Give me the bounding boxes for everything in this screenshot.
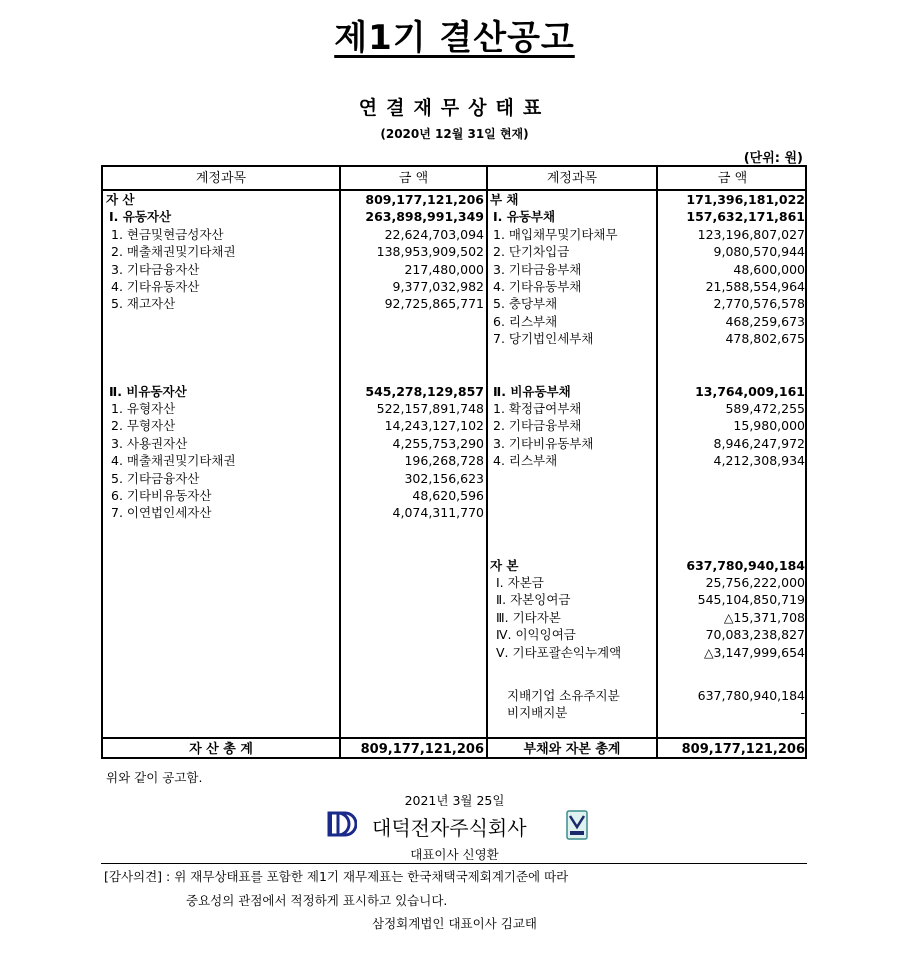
line-item-label: 3. 기타금융부채	[493, 262, 582, 277]
line-item-amount: 478,802,675	[725, 331, 805, 346]
total-liabilities-equity-label: 부채와 자본 총계	[523, 742, 621, 757]
line-item-amount: 8,946,247,972	[713, 436, 805, 451]
header-left-account: 계정과목	[195, 171, 247, 186]
line-item-amount: 589,472,255	[725, 401, 805, 416]
line-item-label: 4. 기타유동자산	[111, 279, 200, 294]
nci-amount: -	[800, 705, 805, 720]
total-liabilities-equity-amount: 809,177,121,206	[681, 742, 805, 757]
line-item-label: 5. 기타금융자산	[111, 471, 200, 486]
line-item-amount: 15,980,000	[733, 418, 805, 433]
line-item-amount: 22,624,703,094	[384, 227, 484, 242]
current-assets-amount: 263,898,991,349	[365, 209, 484, 224]
owners-equity-label: 지배기업 소유주지분	[507, 688, 620, 703]
line-item-amount: 9,377,032,982	[392, 279, 484, 294]
company-logo-icon	[327, 810, 357, 838]
line-item-label: 2. 매출채권및기타채권	[111, 244, 236, 259]
line-item-label: 3. 사용권자산	[111, 436, 188, 451]
line-item-amount: 48,620,596	[412, 488, 484, 503]
header-left-amount: 금 액	[398, 171, 429, 186]
balance-sheet-table	[101, 165, 807, 759]
line-item-label: 5. 충당부채	[493, 296, 558, 311]
line-item-label: 4. 매출채권및기타채권	[111, 453, 236, 468]
current-assets-label: Ⅰ. 유동자산	[109, 209, 172, 224]
line-item-amount: 4,255,753,290	[392, 436, 484, 451]
total-assets-amount: 809,177,121,206	[360, 742, 484, 757]
line-item-label: Ⅲ. 기타자본	[496, 610, 561, 625]
line-item-label: 7. 이연법인세자산	[111, 505, 212, 520]
line-item-amount: 123,196,807,027	[697, 227, 805, 242]
line-item-amount: 2,770,576,578	[713, 296, 805, 311]
line-item-amount: 302,156,623	[404, 471, 484, 486]
line-item-label: Ⅳ. 이익잉여금	[496, 627, 576, 642]
company-name: 대덕전자주식회사	[372, 816, 527, 840]
line-item-label: 6. 리스부채	[493, 314, 558, 329]
as-of-date: (2020년 12월 31일 현재)	[380, 127, 529, 141]
current-liabilities-amount: 157,632,171,861	[686, 209, 805, 224]
line-item-label: 5. 재고자산	[111, 296, 176, 311]
notice-date: 2021년 3월 25일	[404, 793, 505, 808]
noncurrent-assets-amount: 545,278,129,857	[365, 384, 484, 399]
line-item-label: 1. 현금및현금성자산	[111, 227, 224, 242]
line-item-label: 1. 유형자산	[111, 401, 176, 416]
column-center-divider	[486, 167, 488, 757]
line-item-amount: △3,147,999,654	[703, 645, 805, 660]
company-seal-icon	[566, 810, 588, 840]
page-title: 제1기 결산공고	[334, 18, 575, 58]
line-item-amount: △15,371,708	[723, 610, 805, 625]
line-item-amount: 9,080,570,944	[713, 244, 805, 259]
equity-label: 자 본	[490, 558, 519, 573]
line-item-amount: 468,259,673	[725, 314, 805, 329]
line-item-amount: 70,083,238,827	[705, 627, 805, 642]
line-item-label: 4. 리스부채	[493, 453, 558, 468]
line-item-label: Ⅰ. 자본금	[496, 575, 544, 590]
line-item-amount: 138,953,909,502	[376, 244, 484, 259]
total-assets-label: 자 산 총 계	[189, 742, 253, 757]
line-item-label: 3. 기타비유동부채	[493, 436, 594, 451]
line-item-label: 4. 기타유동부채	[493, 279, 582, 294]
audit-opinion-line-2: 중요성의 관점에서 적정하게 표시하고 있습니다.	[186, 893, 448, 908]
line-item-label: 3. 기타금융자산	[111, 262, 200, 277]
header-right-amount: 금 액	[717, 171, 748, 186]
line-item-amount: 4,074,311,770	[392, 505, 484, 520]
assets-total: 809,177,121,206	[365, 192, 484, 207]
line-item-label: 1. 확정급여부채	[493, 401, 582, 416]
unit-label: (단위: 원)	[743, 151, 803, 166]
header-right-account: 계정과목	[546, 171, 598, 186]
line-item-label: 2. 기타금융부채	[493, 418, 582, 433]
line-item-amount: 21,588,554,964	[705, 279, 805, 294]
auditor-name: 삼정회계법인 대표이사 김교태	[372, 916, 537, 931]
line-item-amount: 48,600,000	[733, 262, 805, 277]
ceo-name: 대표이사 신영환	[410, 847, 499, 862]
line-item-amount: 217,480,000	[404, 262, 484, 277]
line-item-amount: 4,212,308,934	[713, 453, 805, 468]
audit-divider	[101, 863, 807, 864]
current-liabilities-label: Ⅰ. 유동부채	[493, 209, 556, 224]
total-rule	[103, 737, 805, 739]
line-item-label: 7. 당기법인세부채	[493, 331, 594, 346]
liabilities-label: 부 채	[490, 192, 519, 207]
equity-total: 637,780,940,184	[686, 558, 805, 573]
noncurrent-liabilities-amount: 13,764,009,161	[695, 384, 805, 399]
noncurrent-liabilities-label: Ⅱ. 비유동부채	[493, 384, 571, 399]
audit-opinion-line-1: [감사의견] : 위 재무상태표를 포함한 제1기 재무제표는 한국채택국제회계기준에 따라	[104, 869, 569, 884]
noncurrent-assets-label: Ⅱ. 비유동자산	[109, 384, 187, 399]
liabilities-total: 171,396,181,022	[686, 192, 805, 207]
statement-title: 연결재무상태표	[358, 97, 551, 119]
line-item-label: 2. 단기차입금	[493, 244, 570, 259]
line-item-amount: 545,104,850,719	[697, 592, 805, 607]
line-item-amount: 522,157,891,748	[376, 401, 484, 416]
line-item-label: 2. 무형자산	[111, 418, 176, 433]
owners-equity-amount: 637,780,940,184	[697, 688, 805, 703]
nci-label: 비지배지분	[507, 705, 568, 720]
assets-label: 자 산	[106, 192, 135, 207]
line-item-amount: 25,756,222,000	[705, 575, 805, 590]
line-item-label: 6. 기타비유동자산	[111, 488, 212, 503]
line-item-label: Ⅱ. 자본잉여금	[496, 592, 571, 607]
notice-text: 위와 같이 공고함.	[106, 770, 203, 785]
line-item-amount: 14,243,127,102	[384, 418, 484, 433]
line-item-amount: 92,725,865,771	[384, 296, 484, 311]
line-item-label: 1. 매입채무및기타채무	[493, 227, 618, 242]
line-item-label: Ⅴ. 기타포괄손익누계액	[496, 645, 622, 660]
line-item-amount: 196,268,728	[404, 453, 484, 468]
